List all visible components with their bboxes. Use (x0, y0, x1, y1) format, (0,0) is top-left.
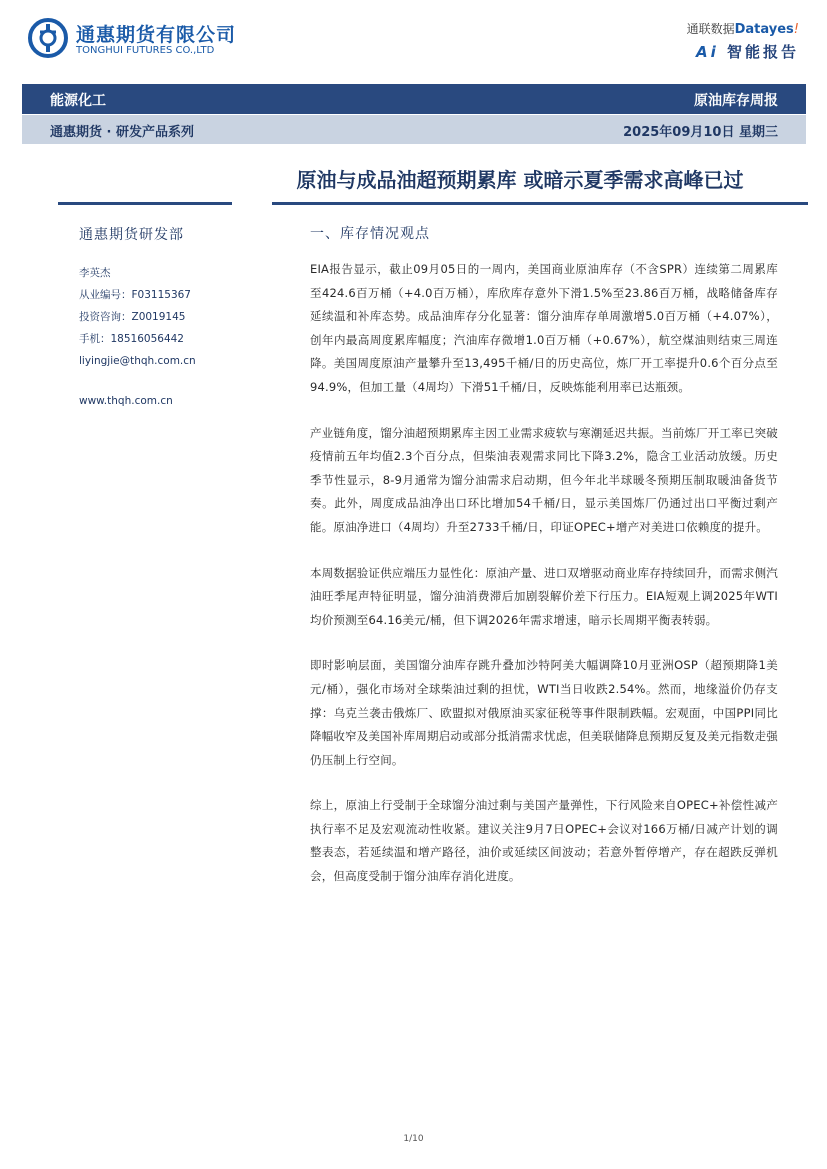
advisory-number (79, 306, 269, 328)
brand-bottom-line (659, 41, 799, 62)
brand-prefix: 通联数据 (686, 22, 735, 36)
paragraph: 本周数据验证供应端压力显性化：原油产量、进口双增驱动商业库存持续回升，而需求侧汽油旺季尾声特征明显，馏分油消费滞后加剧裂解价差下行压力。EIA短观上调2025年WTI均价预测至64.16美元/桶，但下调2026年需求增速，暗示长周期平衡表转弱。 (310, 565, 778, 627)
website-link[interactable]: www.thqh.com.cn (79, 395, 173, 407)
advisory-label: 投资咨询： (79, 311, 132, 323)
phone-number (79, 328, 269, 350)
license-number (79, 284, 269, 306)
series-band (22, 115, 806, 144)
company-name-cn: 通惠期货有限公司 (76, 24, 237, 46)
sidebar-divider (58, 202, 232, 205)
section-heading: 一、库存情况观点 (310, 226, 430, 242)
logo-mark-icon (28, 18, 68, 58)
paragraph: 综上，原油上行受制于全球馏分油过剩与美国产量弹性，下行风险来自OPEC+补偿性减产执行率不足及宏观流动性收紧。建议关注9月7日OPEC+会议对166万桶/日减产计划的调整表态，若延续温和增产路径，油价或延续区间波动；若意外暂停增产，存在超跌反弹机会，但高度受制于馏分油库存消化进度。 (310, 798, 778, 884)
page-number: 1/10 (403, 1134, 424, 1144)
category-label: 能源化工 (50, 93, 106, 109)
brand-top-line (659, 20, 799, 37)
license-value: F03115367 (131, 289, 191, 301)
company-logo (28, 18, 237, 62)
brand-ai: Ai (695, 43, 719, 61)
page-header (0, 0, 827, 80)
paragraph: 产业链角度，馏分油超预期累库主因工业需求疲软与寒潮延迟共振。当前炼厂开工率已突破疫情前五年均值2.3个百分点，但柴油表观需求同比下降3.2%，隐含工业活动放缓。历史季节性显示，8-9月通常为馏分油需求启动期，但今年北半球暖冬预期压制取暖油备货节奏。此外，周度成品油净出口环比增加54千桶/日，显示美国炼厂仍通过出口平衡过剩产能。原油净进口（4周均）升至2733千桶/日，印证OPEC+增产对美进口依赖度的提升。 (310, 425, 778, 534)
paragraph: EIA报告显示，截止09月05日的一周内，美国商业原油库存（不含SPR）连续第二周累库至424.6百万桶（+4.0百万桶），库欣库存意外下滑1.5%至23.86百万桶，战略储备库存延续温和补库态势。成品油库存分化显著：馏分油库存单周激增5.0百万桶（+4.07%），创年内最高周度累库幅度；汽油库存微增1.0百万桶（+0.67%），航空煤油则结束三周连降。美国周度原油产量攀升至13,495千桶/日的历史高位，炼厂开工率提升0.6个百分点至94.9%，但加工量（4周均）下滑51千桶/日，反映炼能利用率已达瓶颈。 (310, 262, 778, 394)
brand-datayes: Datayes (734, 22, 794, 37)
email-link[interactable]: liyingjie@thqh.com.cn (79, 355, 196, 367)
report-date: 2025年09月10日 星期三 (623, 125, 778, 140)
datayes-brand (659, 20, 799, 60)
author-name: 李英杰 (79, 267, 111, 279)
paragraph: 即时影响层面，美国馏分油库存跳升叠加沙特阿美大幅调降10月亚洲OSP（超预期降1美元/桶），强化市场对全球柴油过剩的担忧，WTI当日收跌2.54%。然而，地缘溢价仍存支撑：乌克兰袭击俄炼厂、欧盟拟对俄原油买家征税等事件限制跌幅。宏观面，中国PPI同比降幅收窄及美国补库周期启动或部分抵消需求忧虑，但美联储降息预期反复及美元指数走强仍压制上行空间。 (310, 658, 778, 767)
phone-label: 手机： (79, 333, 111, 345)
department-name: 通惠期货研发部 (79, 227, 184, 243)
report-type-label: 原油库存周报 (694, 93, 778, 109)
brand-excl: ! (793, 22, 799, 37)
brand-report: 智能报告 (726, 43, 799, 61)
license-label: 从业编号： (79, 289, 132, 301)
phone-value: 18516056442 (110, 333, 184, 345)
category-band (22, 84, 806, 114)
title-divider (272, 202, 808, 205)
series-label: 通惠期货 · 研发产品系列 (50, 125, 194, 140)
author-sidebar (79, 224, 269, 412)
report-body (310, 258, 778, 911)
report-title: 原油与成品油超预期累库 或暗示夏季需求高峰已过 (296, 168, 744, 192)
company-name-en: TONGHUI FUTURES CO.,LTD (76, 45, 215, 56)
advisory-value: Z0019145 (131, 311, 186, 323)
